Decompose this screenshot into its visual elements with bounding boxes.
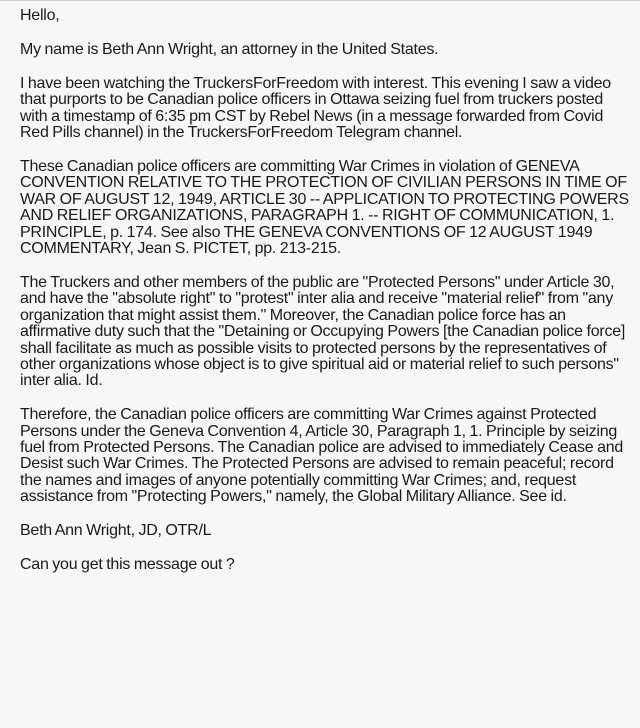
signature: Beth Ann Wright, JD, OTR/L: [20, 522, 212, 540]
paragraph-3: The Truckers and other members of the public are "Protected Persons" under Article 30, and have the "absolute right" to "protest" inter alia and receive "material relief" from "any organization that might assist them." Moreover, the Canadian police force has an affirmative duty such that the "Detaining or Occupying Powers [the Canadian police force] shall facilitate as much as possible visits to protected persons by the representatives of other organizations whose object is to give spiritual aid or material relief to such persons" inter alia. Id.: [20, 273, 626, 390]
paragraph-4: Therefore, the Canadian police officers are committing War Crimes against Protected Persons under the Geneva Convention 4, Article 30, Paragraph 1, 1. Principle by seizing fuel from Protected Persons. The Canadian police are advised to immediately Cease and Desist such War Crimes. The Protected Persons are advised to remain peaceful; record the names and images of anyone potentially committing War Crimes; and, request assistance from "Protecting Powers," namely, the Global Military Alliance. See id.: [20, 406, 624, 506]
closing-question: Can you get this message out ?: [20, 556, 235, 574]
greeting: Hello,: [20, 7, 60, 24]
paragraph-1: I have been watching the TruckersForFreedom with interest. This evening I saw a video that purports to be Canadian police officers in Ottawa seizing fuel from truckers posted with a timestamp of 6:35 pm CST by Rebel News (in a message forwarded from Covid Red Pills channel) in the TruckersForFreedom Telegram channel.: [20, 74, 611, 142]
top-divider: [0, 0, 640, 1]
paragraph-2: These Canadian police officers are committing War Crimes in violation of GENEVA CONVENTION RELATIVE TO THE PROTECTION OF CIVILIAN PERSONS IN TIME OF WAR OF AUGUST 12, 1949, ARTICLE 30 -- APPLICATION TO PROTECTING POWERS AND RELIEF ORGANIZATIONS, PARAGRAPH 1. -- RIGHT OF COMMUNICATION, 1. PRINCIPLE, p. 174. See also THE GENEVA CONVENTIONS OF 12 AUGUST 1949 COMMENTARY, Jean S. PICTET, pp. 213-215.: [20, 157, 629, 257]
intro-paragraph: My name is Beth Ann Wright, an attorney in the United States.: [20, 40, 439, 58]
